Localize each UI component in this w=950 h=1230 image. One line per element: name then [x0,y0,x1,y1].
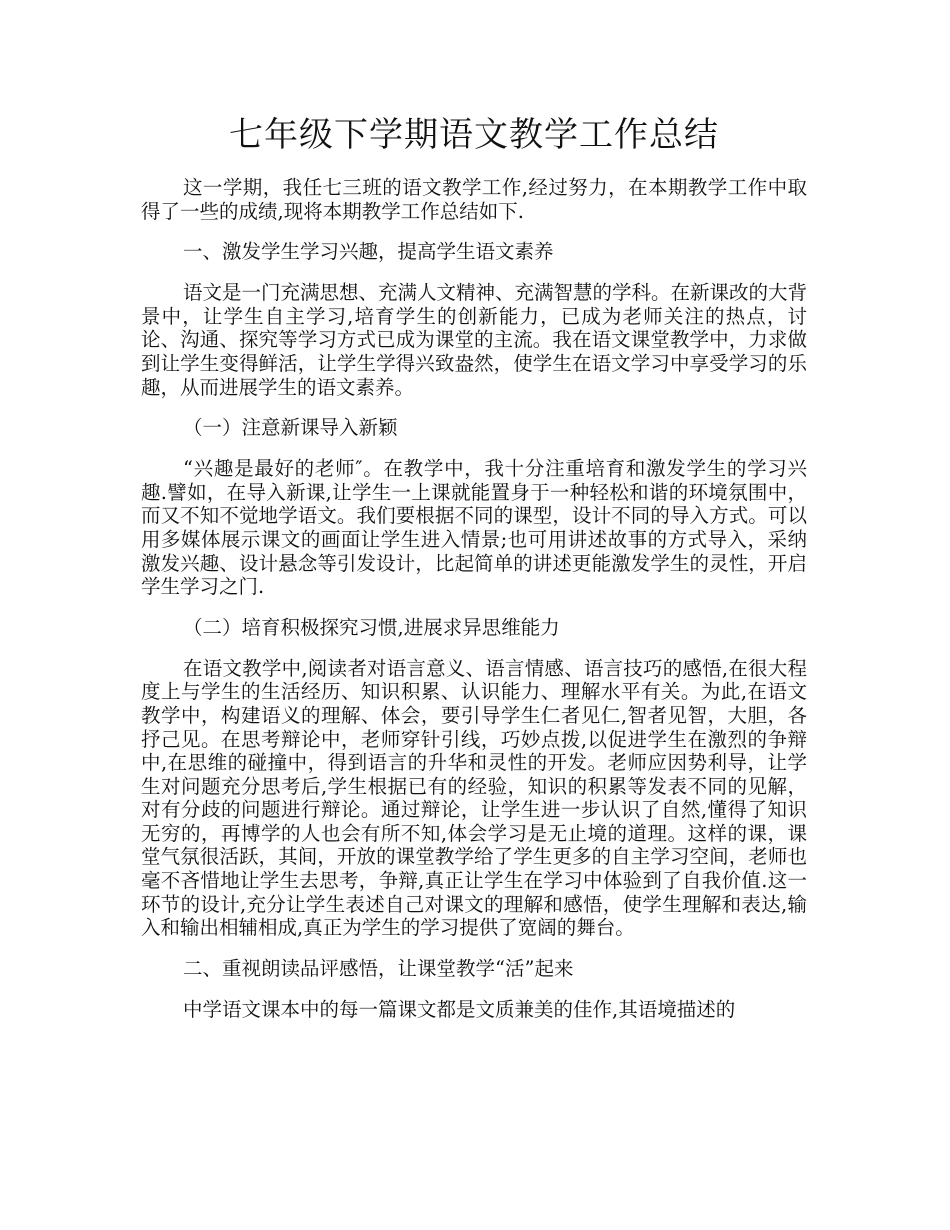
section-2-paragraph: 中学语文课本中的每一篇课文都是文质兼美的佳作,其语境描述的 [183,997,736,1021]
subsection-2-heading: （二）培育积极探究习惯,进展求异思维能力 [183,615,560,639]
section-1-paragraph: 语文是一门充满思想、充满人文精神、充满智慧的学科。在新课改的大背景中，让学生自主学习,培育学生的创新能力，已成为老师关注的热点，讨论、沟通、探究等学习方式已成为课堂的主流。我在语文课堂教学中，力求做到让学生变得鲜活，让学生学得兴致盎然，使学生在语文学习中享受学习的乐趣，从而进展学生的语文素养。 [141,281,808,399]
intro-paragraph: 这一学期，我任七三班的语文教学工作,经过努力，在本期教学工作中取得了一些的成绩,现将本期教学工作总结如下. [141,176,807,223]
section-1-heading: 一、激发学生学习兴趣，提高学生语文素养 [183,240,554,264]
subsection-1-paragraph: “兴趣是最好的老师″。在教学中，我十分注重培育和激发学生的学习兴趣.譬如，在导入新课,让学生一上课就能置身于一种轻松和谐的环境氛围中，而又不知不觉地学语文。我们要根据不同的课型，设计不同的导入方式。可以用多媒体展示课文的画面让学生进入情景;也可用讲述故事的方式导入，采纳激发兴趣、设计悬念等引发设计，比起简单的讲述更能激发学生的灵性，开启学生学习之门. [141,457,807,599]
subsection-1-heading: （一）注意新课导入新颖 [183,416,398,440]
document-title: 七年级下学期语文教学工作总结 [229,115,719,155]
subsection-2-paragraph: 在语文教学中,阅读者对语言意义、语言情感、语言技巧的感悟,在很大程度上与学生的生活经历、知识积累、认识能力、理解水平有关。为此,在语文教学中，构建语义的理解、体会，要引导学生仁者见仁,智者见智，大胆，各抒己见。在思考辩论中，老师穿针引线，巧妙点拨,以促进学生在激烈的争辩中,在思维的碰撞中，得到语言的升华和灵性的开发。老师应因势利导，让学生对问题充分思考后,学生根据已有的经验，知识的积累等发表不同的见解，对有分歧的问题进行辩论。通过辩论，让学生进一步认识了自然,懂得了知识无穷的，再博学的人也会有所不知,体会学习是无止境的道理。这样的课，课堂气氛很活跃，其间，开放的课堂教学给了学生更多的自主学习空间，老师也毫不吝惜地让学生去思考，争辩,真正让学生在学习中体验到了自我价值.这一环节的设计,充分让学生表述自己对课文的理解和感悟，使学生理解和表达,输入和输出相辅相成,真正为学生的学习提供了宽阔的舞台。 [141,656,807,940]
section-2-heading: 二、重视朗读品评感悟，让课堂教学“活”起来 [183,956,574,980]
document-page [141,108,807,1021]
